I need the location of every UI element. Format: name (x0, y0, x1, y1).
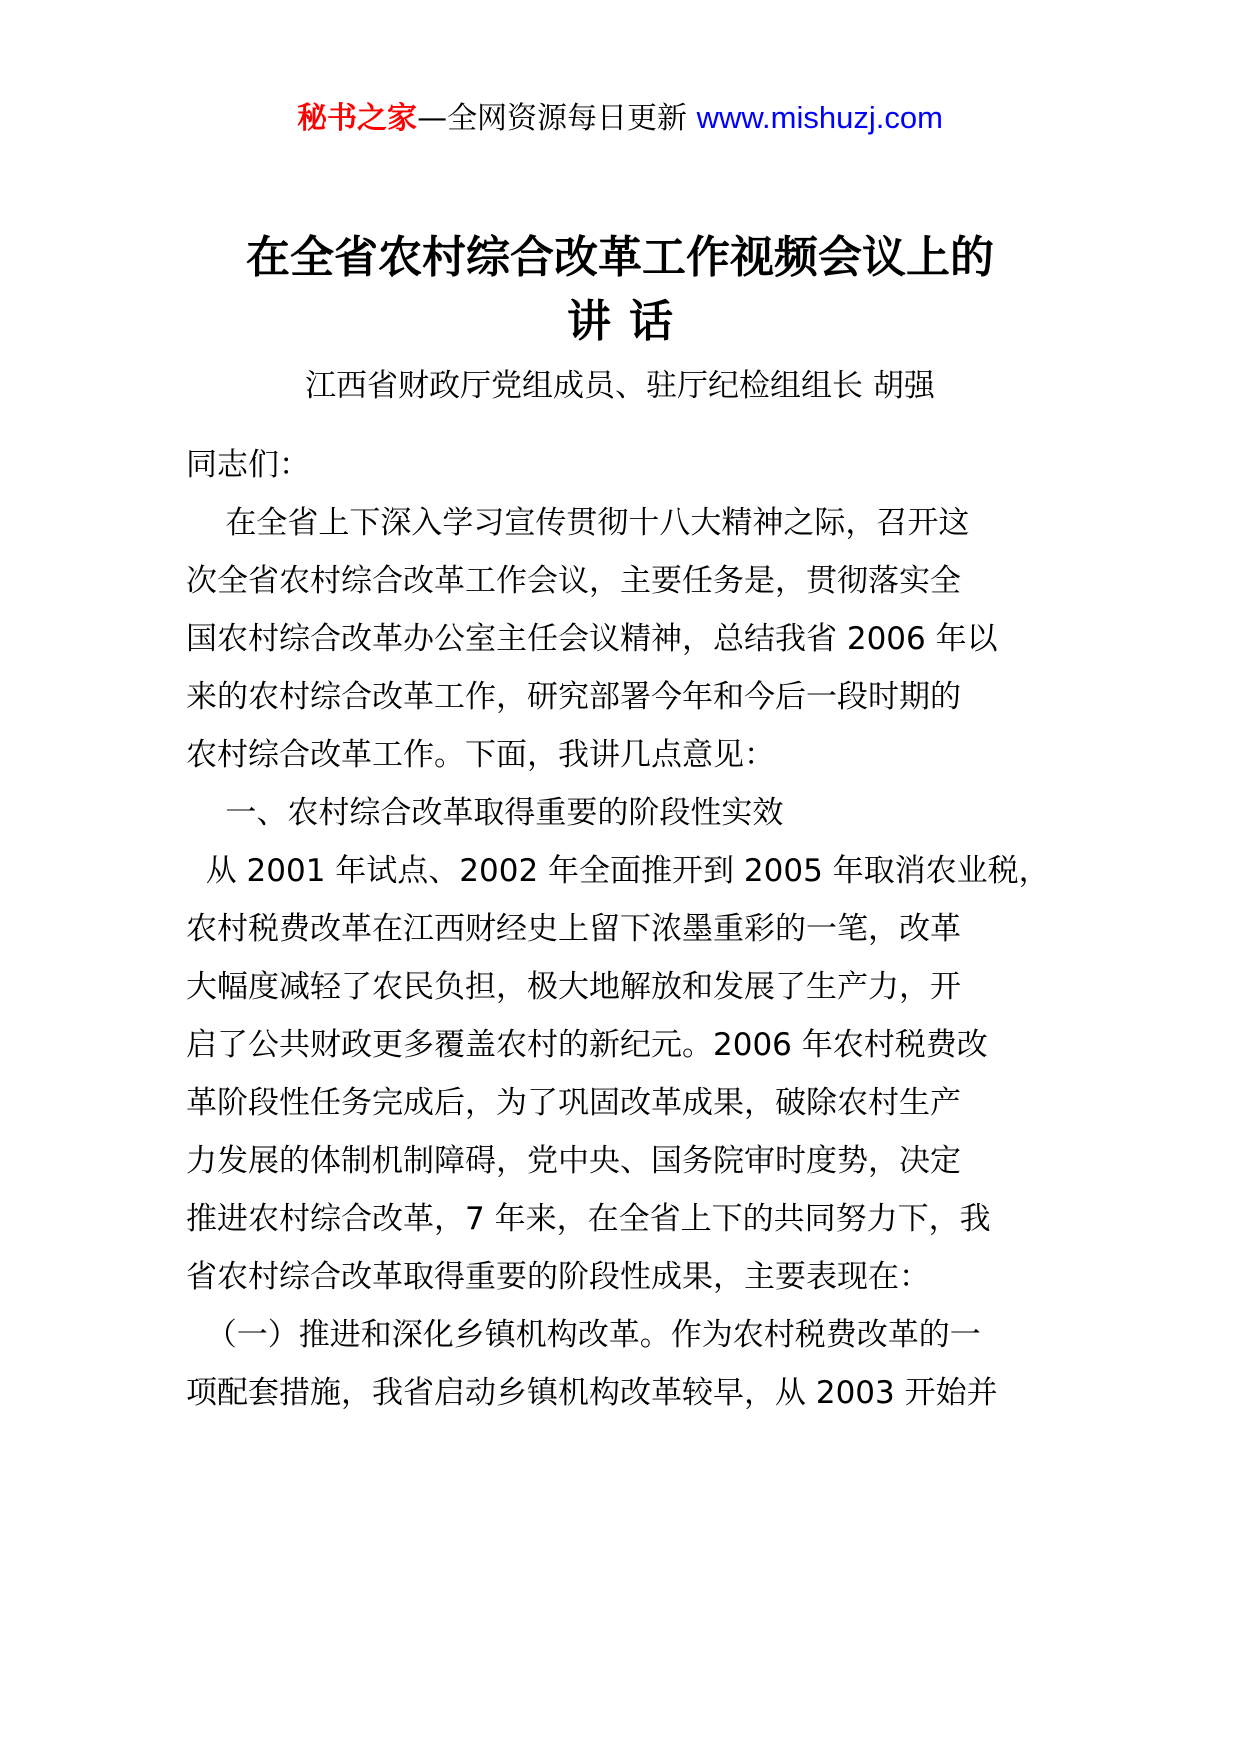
paragraph-line: 农村综合改革工作。下面，我讲几点意见： (186, 737, 775, 773)
site-brand: 秘书之家 (297, 101, 418, 136)
site-url-link[interactable]: www.mishuzj.com (696, 100, 943, 135)
paragraph-line: 革阶段性任务完成后，为了巩固改革成果，破除农村生产 (186, 1085, 961, 1121)
paragraph-line: 省农村综合改革取得重要的阶段性成果，主要表现在： (186, 1259, 930, 1295)
paragraph-line: 次全省农村综合改革工作会议，主要任务是，贯彻落实全 (186, 563, 961, 599)
paragraph-line: 国农村综合改革办公室主任会议精神，总结我省 2006 年以 (186, 621, 998, 657)
site-header (0, 98, 1240, 139)
document-title-line-2: 讲话 (567, 296, 691, 347)
paragraph-line: 大幅度减轻了农民负担，极大地解放和发展了生产力，开 (186, 969, 961, 1005)
paragraph-line: 在全省上下深入学习宣传贯彻十八大精神之际，召开这 (186, 505, 970, 541)
paragraph-line: 来的农村综合改革工作，研究部署今年和今后一段时期的 (186, 679, 961, 715)
document-title-line-1: 在全省农村综合改革工作视频会议上的 (246, 232, 994, 283)
subsection-line: （一）推进和深化乡镇机构改革。作为农村税费改革的一 (186, 1317, 981, 1353)
paragraph-line: 启了公共财政更多覆盖农村的新纪元。2006 年农村税费改 (186, 1027, 988, 1063)
paragraph-line: 农村税费改革在江西财经史上留下浓墨重彩的一笔，改革 (186, 911, 961, 947)
document-byline: 江西省财政厅党组成员、驻厅纪检组组长 胡强 (305, 368, 935, 404)
paragraph-line: 力发展的体制机制障碍，党中央、国务院审时度势，决定 (186, 1143, 961, 1179)
paragraph-line: 项配套措施，我省启动乡镇机构改革较早，从 2003 开始并 (186, 1375, 998, 1411)
salutation: 同志们： (186, 447, 310, 483)
paragraph-line: 从 2001 年试点、2002 年全面推开到 2005 年取消农业税， (186, 853, 1050, 889)
section-heading: 一、农村综合改革取得重要的阶段性实效 (186, 795, 784, 831)
paragraph-line: 推进农村综合改革，7 年来，在全省上下的共同努力下，我 (186, 1201, 991, 1237)
site-slogan: —全网资源每日更新 (417, 101, 697, 136)
